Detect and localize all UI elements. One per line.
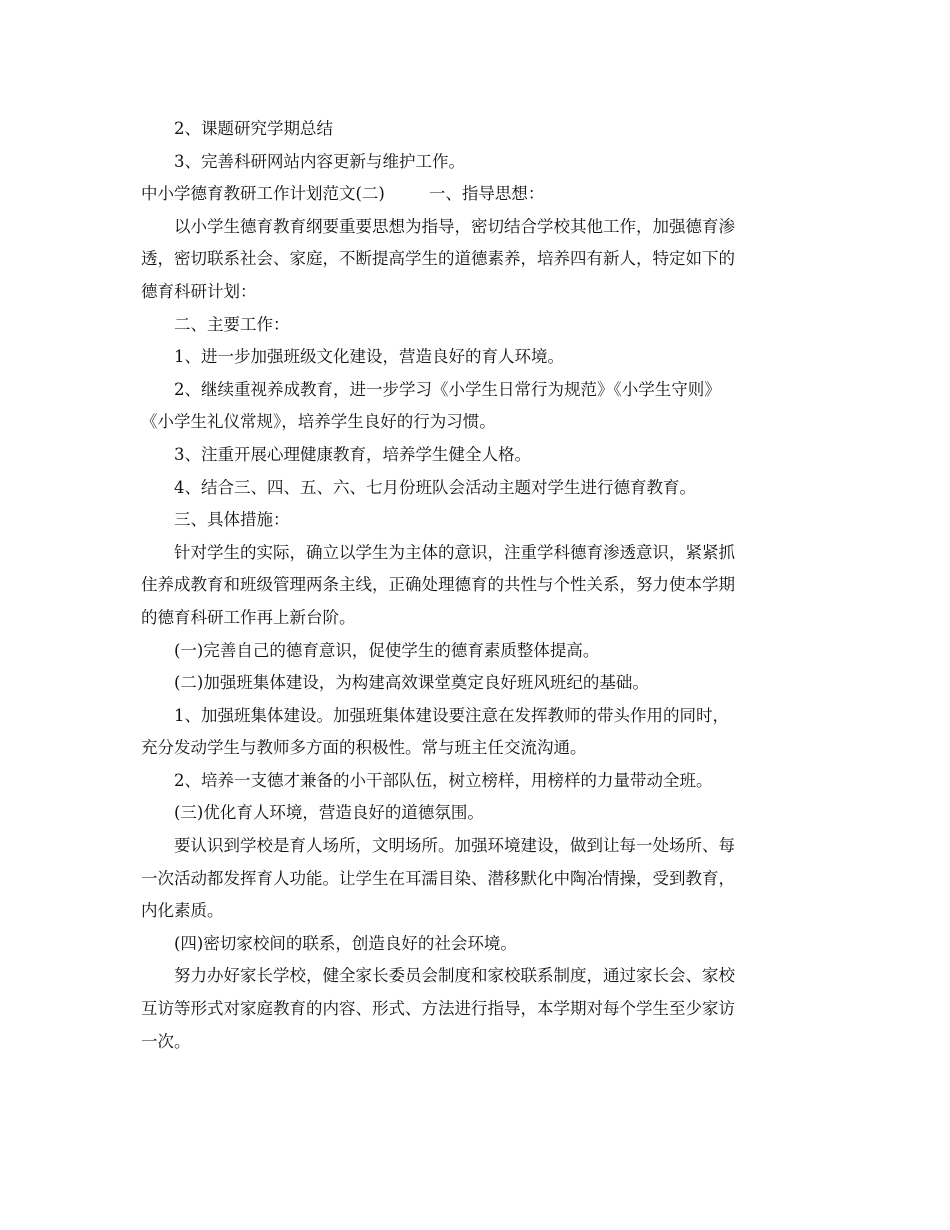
section-heading: 一、指导思想： xyxy=(428,184,545,204)
text-line: (四)密切家校间的联系，创造良好的社会环境。 xyxy=(174,933,517,953)
section-heading-row xyxy=(141,178,813,211)
text-line: 4、结合三、四、五、六、七月份班队会活动主题对学生进行德育教育。 xyxy=(174,477,696,497)
text-line: 以小学生德育教育纲要重要思想为指导，密切结合学校其他工作，加强德育渗 xyxy=(174,216,735,236)
text-line: 内化素质。 xyxy=(141,901,224,921)
text-line: 透，密切联系社会、家庭，不断提高学生的道德素养，培养四有新人，特定如下的 xyxy=(141,249,735,269)
text-line: 努力办好家长学校，健全家长委员会制度和家校联系制度，通过家长会、家校 xyxy=(174,966,735,986)
text-line: (三)优化育人环境，营造良好的道德氛围。 xyxy=(174,803,484,823)
text-line: 2、培养一支德才兼备的小干部队伍，树立榜样，用榜样的力量带动全班。 xyxy=(174,770,713,790)
text-line: 2、课题研究学期总结 xyxy=(174,119,333,138)
text-line: 充分发动学生与教师多方面的积极性。常与班主任交流沟通。 xyxy=(141,738,587,758)
text-line: 要认识到学校是育人场所，文明场所。加强环境建设，做到让每一处场所、每 xyxy=(174,836,735,856)
text-line: 一次活动都发挥育人功能。让学生在耳濡目染、潜移默化中陶冶情操，受到教育， xyxy=(141,868,735,888)
text-line: 2、继续重视养成教育，进一步学习《小学生日常行为规范》《小学生守则》 xyxy=(174,379,721,399)
text-line: 3、完善科研网站内容更新与维护工作。 xyxy=(174,151,465,171)
document-body xyxy=(141,113,813,1058)
text-line: 二、主要工作： xyxy=(174,314,290,334)
text-line: 一次。 xyxy=(141,1031,191,1051)
section-title: 中小学德育教研工作计划范文(二) xyxy=(141,184,385,204)
text-line: 《小学生礼仪常规》，培养学生良好的行为习惯。 xyxy=(141,412,496,432)
text-line: 住养成教育和班级管理两条主线，正确处理德育的共性与个性关系，努力使本学期 xyxy=(141,575,735,595)
text-line: 1、进一步加强班级文化建设，营造良好的育人环境。 xyxy=(174,347,564,367)
text-line: 互访等形式对家庭教育的内容、形式、方法进行指导，本学期对每个学生至少家访 xyxy=(141,999,735,1019)
text-line: 针对学生的实际，确立以学生为主体的意识，注重学科德育渗透意识，紧紧抓 xyxy=(174,542,735,562)
text-line: 1、加强班集体建设。加强班集体建设要注意在发挥教师的带头作用的同时， xyxy=(174,705,729,725)
text-line: 三、具体措施： xyxy=(174,510,290,530)
text-line: (二)加强班集体建设，为构建高效课堂奠定良好班风班纪的基础。 xyxy=(174,673,649,693)
text-line: 的德育科研工作再上新台阶。 xyxy=(141,607,356,627)
text-line: (一)完善自己的德育意识，促使学生的德育素质整体提高。 xyxy=(174,640,600,660)
text-line: 德育科研计划： xyxy=(141,281,257,301)
text-line: 3、注重开展心理健康教育，培养学生健全人格。 xyxy=(174,444,531,464)
